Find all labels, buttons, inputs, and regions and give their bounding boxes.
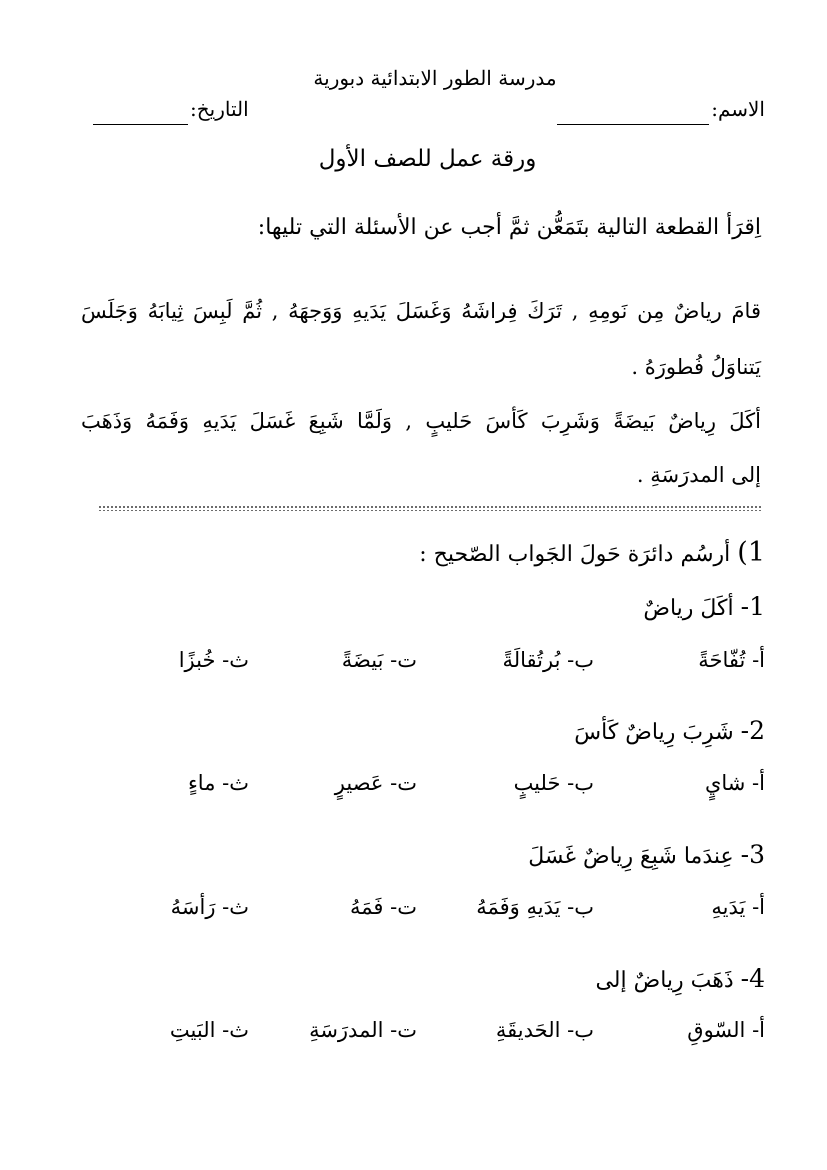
option[interactable]: ت- المدرَسَةِ (309, 1018, 417, 1042)
passage-line: أكَلَ رِياضٌ بَيضَةً وَشَرِبَ كَأسَ حَليبٍ , وَلَمَّا شَبِعَ غَسَلَ يَدَيهِ وَفَمَهُ وَذَهَبَ (81, 409, 761, 433)
option[interactable]: ث- البَيتِ (169, 1018, 249, 1042)
option[interactable]: ب- يَدَيهِ وَفَمَهُ (476, 895, 594, 919)
option[interactable]: ب- بُرتُقالَةً (502, 648, 594, 672)
question-2 (574, 716, 765, 745)
passage-line: يَتناوَلُ فُطورَهُ . (631, 355, 761, 379)
question-number: 4- (740, 964, 765, 993)
option[interactable]: ت- فَمَهُ (350, 895, 417, 919)
option[interactable]: أ- شايٍ (704, 771, 765, 795)
question-text: أكَلَ رياضٌ (643, 596, 734, 621)
name-field-line[interactable] (557, 124, 709, 125)
question-4 (595, 964, 765, 993)
option[interactable]: أ- يَدَيهِ (711, 895, 765, 919)
option[interactable]: ث- ماءٍ (187, 771, 249, 795)
option[interactable]: ت- عَصيرٍ (334, 771, 417, 795)
passage-line: إلى المدرَسَةِ . (636, 463, 761, 487)
date-label: التاريخ: (190, 97, 249, 121)
section-title (419, 537, 765, 568)
option[interactable]: ب- حَليبٍ (513, 771, 594, 795)
question-number: 2- (740, 716, 765, 745)
question-text: ذَهَبَ رِياضٌ إلى (595, 968, 734, 993)
section-number: 1) (737, 537, 765, 568)
option[interactable]: ث- خُبزًا (178, 648, 249, 672)
question-3 (528, 840, 765, 869)
option[interactable]: ث- رَأسَهُ (170, 895, 249, 919)
date-field-line[interactable] (93, 124, 188, 125)
option[interactable]: ت- بَيضَةً (341, 648, 417, 672)
question-number: 1- (740, 592, 765, 621)
option[interactable]: ب- الحَديقَةِ (495, 1018, 594, 1042)
school-name: مدرسة الطور الابتدائية دبورية (313, 66, 557, 90)
separator (98, 505, 761, 511)
instructions: اِقرَأ القطعة التالية بتَمَعُّن ثمَّ أجب عن الأسئلة التي تليها: (257, 215, 761, 240)
name-label: الاسم: (711, 97, 765, 121)
option[interactable]: أ- السّوقِ (687, 1018, 765, 1042)
section-text: أرسُم دائرَة حَولَ الجَواب الصّحيح : (419, 542, 731, 567)
question-text: شَرِبَ رِياضٌ كَأسَ (574, 720, 734, 745)
option[interactable]: أ- تُفّاحَةً (698, 648, 765, 672)
passage-line: قامَ رياضٌ مِن نَومِهِ , تَرَكَ فِراشَهُ وَغَسَلَ يَدَيهِ وَوَجهَهُ , ثُمَّ لَبِسَ ثِيابَهُ وَجَلَسَ (81, 299, 761, 323)
worksheet-title: ورقة عمل للصف الأول (318, 146, 537, 172)
question-text: عِندَما شَبِعَ رِياضٌ غَسَلَ (528, 844, 734, 869)
question-number: 3- (740, 840, 765, 869)
question-1 (643, 592, 765, 621)
